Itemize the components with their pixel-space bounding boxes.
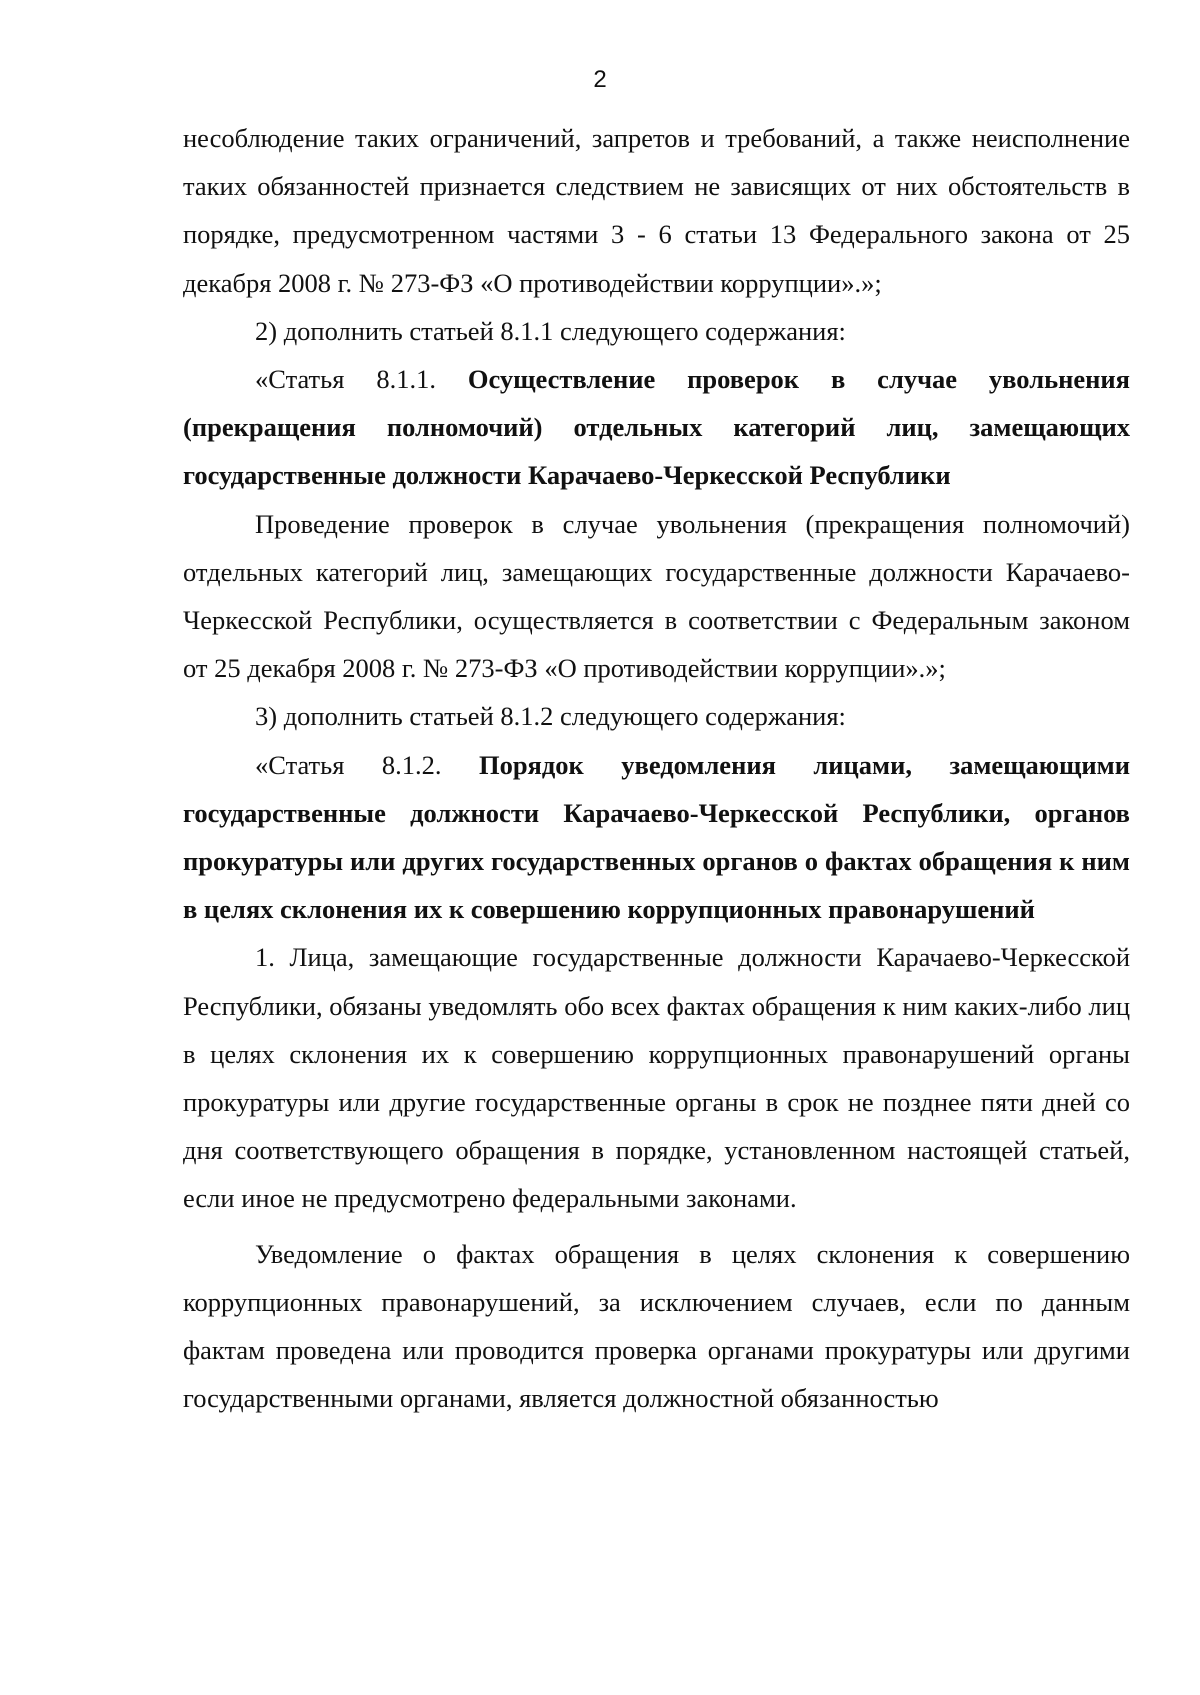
article-8-1-2-number: «Статья 8.1.2. bbox=[255, 749, 479, 780]
article-8-1-1-text: Проведение проверок в случае увольнения (прекращения полномочий) отдельных категорий лиц, замещающих государственные должности Карачаево-Черкесской Республики, осуществляется в соответствии с Федеральным законом от 25 декабря 2008 г. № 273-ФЗ «О противодействии коррупции».»; bbox=[183, 508, 1130, 684]
page-number: 2 bbox=[593, 66, 607, 93]
article-8-1-2-paragraph: Уведомление о фактах обращения в целях склонения к совершению коррупционных правонарушений, за исключением случаев, если по данным фактам проведена или проводится проверка органами прокуратуры или другими государственными органами, является должностной обязанностью bbox=[183, 1238, 1130, 1414]
article-8-1-2-heading bbox=[183, 741, 1130, 934]
article-8-1-1-number: «Статья 8.1.1. bbox=[255, 364, 468, 395]
article-8-1-1-title: Осуществление проверок в случае увольнения (прекращения полномочий) отдельных категорий лиц, замещающих государственные должности Карачаево-Черкесской Республики bbox=[183, 364, 1130, 491]
paragraph-continuation: несоблюдение таких ограничений, запретов и требований, а также неисполнение таких обязанностей признается следствием не зависящих от них обстоятельств в порядке, предусмотренном частями 3 - 6 статьи 13 Федерального закона от 25 декабря 2008 г. № 273-ФЗ «О противодействии коррупции».»; bbox=[183, 123, 1130, 298]
article-8-1-2-part-1: 1. Лица, замещающие государственные должности Карачаево-Черкесской Республики, обязаны уведомлять обо всех фактах обращения к ним каких-либо лиц в целях склонения их к совершению коррупционных правонарушений органы прокуратуры или другие государственные органы в срок не позднее пяти дней со дня соответствующего обращения в порядке, установленном настоящей статьей, если иное не предусмотрено федеральными законами. bbox=[183, 942, 1130, 1214]
article-8-1-2-title: Порядок уведомления лицами, замещающими государственные должности Карачаево-Черкесской Республики, органов прокуратуры или других государственных органов о фактах обращения к ним в целях склонения их к совершению коррупционных правонарушений bbox=[183, 749, 1130, 925]
article-8-1-1-heading bbox=[183, 355, 1130, 500]
amendment-item-3: 3) дополнить статьей 8.1.2 следующего содержания: bbox=[255, 701, 846, 732]
document-body bbox=[183, 114, 1130, 1422]
amendment-item-2: 2) дополнить статьей 8.1.1 следующего содержания: bbox=[255, 315, 846, 346]
